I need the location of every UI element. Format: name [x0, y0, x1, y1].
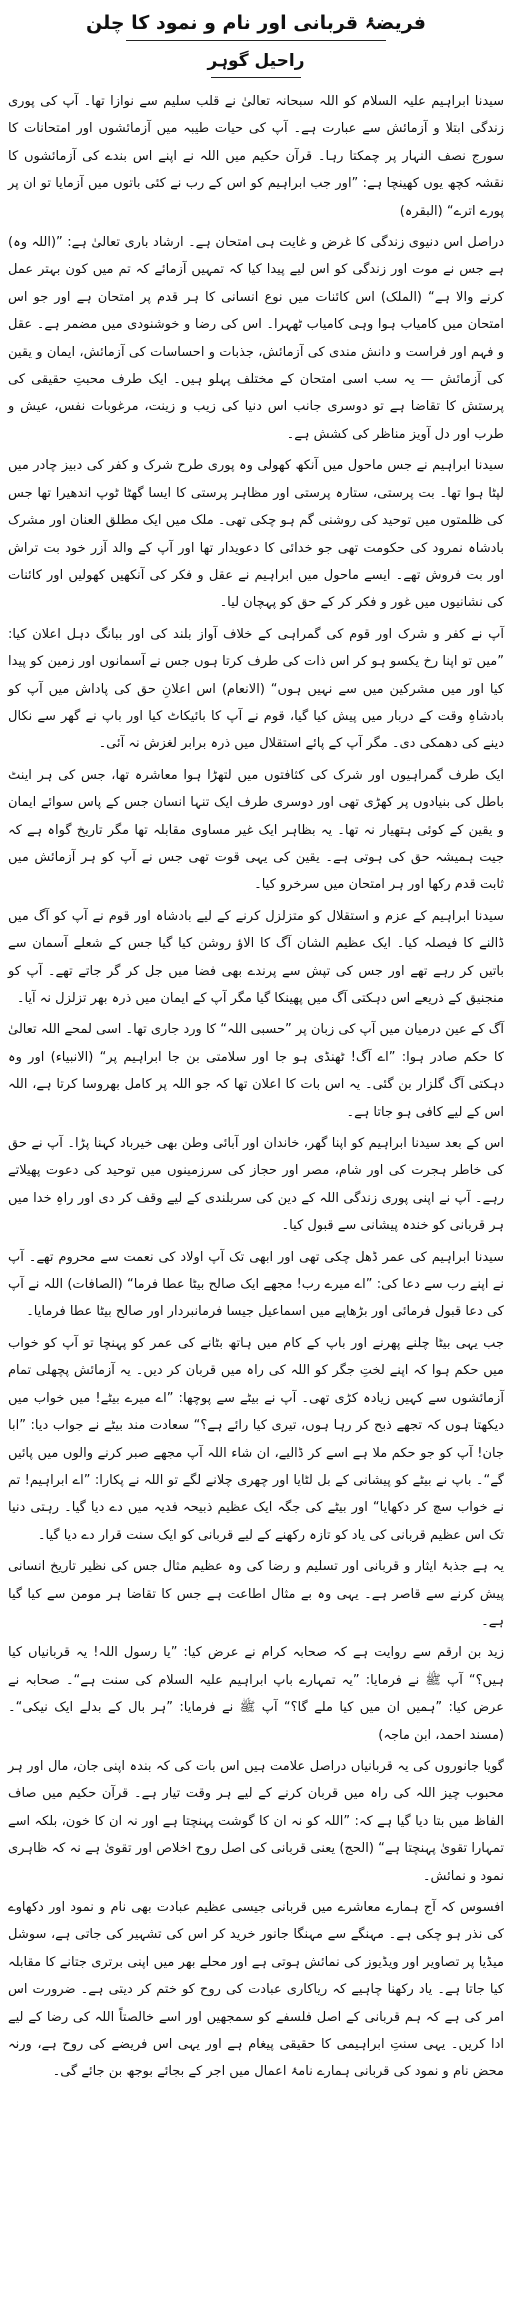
article-paragraph: سیدنا ابراہیم کی عمر ڈھل چکی تھی اور ابھی تک آپ اولاد کی نعمت سے محروم تھے۔ آپ نے اپنے رب سے دعا کی: ”اے میرے رب! مجھے ایک صالح بیٹا عطا فرما“ (الصافات) اللہ نے آپ کی دعا قبول فرمائی اور بڑھاپے میں اسماعیل جیسا فرمانبردار اور صالح بیٹا عطا فرمایا۔ [8, 1249, 504, 1320]
author-name: راحیل گوہر [207, 51, 305, 71]
article-paragraph: سیدنا ابراہیم کے عزم و استقلال کو متزلزل کرنے کے لیے بادشاہ اور قوم نے آپ کو آگ میں ڈالنے کا فیصلہ کیا۔ ایک عظیم الشان آگ کا الاؤ روشن کیا گیا جس کے شعلے آسمان سے باتیں کر رہے تھے اور جس کی تپش سے پرندے بھی فضا میں جل کر گر جاتے تھے۔ آپ کو منجنیق کے ذریعے اس دہکتی آگ میں پھینکا گیا مگر آپ کے ایمان میں ذرہ بھر تزلزل نہ آیا۔ [8, 908, 504, 1006]
article-paragraph: افسوس کہ آج ہمارے معاشرے میں قربانی جیسی عظیم عبادت بھی نام و نمود اور دکھاوے کی نذر ہو چکی ہے۔ مہنگے سے مہنگا جانور خرید کر اس کی تشہیر کی جاتی ہے، سوشل میڈیا پر تصاویر اور ویڈیوز کی نمائش ہوتی ہے اور محلے بھر میں اپنی برتری جتانے کا مقابلہ کیا جاتا ہے۔ یاد رکھنا چاہیے کہ ریاکاری عبادت کی روح کو ختم کر دیتی ہے۔ ضرورت اس امر کی ہے کہ ہم قربانی کے اصل فلسفے کو سمجھیں اور اسے خالصتاً اللہ کی رضا کے لیے ادا کریں۔ یہی سنتِ ابراہیمی کا حقیقی پیغام ہے اور یہی اس فریضے کی روح ہے، ورنہ محض نام و نمود کی قربانی ہمارے نامۂ اعمال میں اجر کے بجائے بوجھ بن جائے گی۔ [8, 1900, 504, 2080]
article-paragraph: سیدنا ابراہیم علیہ السلام کو اللہ سبحانہ تعالیٰ نے قلب سلیم سے نوازا تھا۔ آپ کی پوری زندگی ابتلا و آزمائش سے عبارت ہے۔ آپ کی حیات طیبہ میں آزمائشوں اور امتحانات کا سورج نصف النہار پر چمکتا رہا۔ قرآن حکیم میں اللہ نے اپنے اس بندے کی آزمائشوں کا نقشہ کچھ یوں کھینچا ہے: ”اور جب ابراہیم کو اس کے رب نے کئی باتوں میں آزمایا تو ان پر پورے اترے“ (البقرہ) [8, 94, 504, 219]
article-paragraph: آگ کے عین درمیان میں آپ کی زبان پر ”حسبی اللہ“ کا ورد جاری تھا۔ اسی لمحے اللہ تعالیٰ کا حکم صادر ہوا: ”اے آگ! ٹھنڈی ہو جا اور سلامتی بن جا ابراہیم پر“ (الانبیاء) اور وہ دہکتی آگ گلزار بن گئی۔ یہ اس بات کا اعلان تھا کہ جو اللہ پر کامل بھروسا کرتا ہے، اللہ اس کے لیے کافی ہو جاتا ہے۔ [8, 1022, 504, 1120]
author-underline [211, 77, 301, 78]
article-paragraph: زید بن ارقم سے روایت ہے کہ صحابہ کرام نے عرض کیا: ”یا رسول اللہ! یہ قربانیاں کیا ہیں؟“ آپ ﷺ نے فرمایا: ”یہ تمہارے باپ ابراہیم علیہ السلام کی سنت ہے“۔ صحابہ نے عرض کیا: ”ہمیں ان میں کیا ملے گا؟“ آپ ﷺ نے فرمایا: ”ہر بال کے بدلے ایک نیکی“۔ (مسند احمد، ابن ماجہ) [8, 1645, 504, 1743]
article-paragraph: ایک طرف گمراہیوں اور شرک کی کثافتوں میں لتھڑا ہوا معاشرہ تھا، جس کی ہر اینٹ باطل کی بنیادوں پر کھڑی تھی اور دوسری طرف ایک تنہا انسان جس کے پاس سوائے ایمان و یقین کے کوئی ہتھیار نہ تھا۔ یہ بظاہر ایک غیر مساوی مقابلہ تھا مگر تاریخ گواہ ہے کہ جیت ہمیشہ حق کی ہوتی ہے۔ یقین کی یہی قوت تھی جس نے آپ کو ہر آزمائش میں ثابت قدم رکھا اور ہر امتحان میں سرخرو کیا۔ [8, 767, 504, 893]
article-body [8, 88, 504, 2086]
article-paragraph: گویا جانوروں کی یہ قربانیاں دراصل علامت ہیں اس بات کی کہ بندہ اپنی جان، مال اور ہر محبوب چیز اللہ کی راہ میں قربان کرنے کے لیے ہر وقت تیار ہے۔ قرآن حکیم میں صاف الفاظ میں بتا دیا گیا ہے کہ: ”اللہ کو نہ ان کا گوشت پہنچتا ہے اور نہ ان کا خون، بلکہ اسے تمہارا تقویٰ پہنچتا ہے“ (الحج) یعنی قربانی کی اصل روح اخلاص اور تقویٰ ہے نہ کہ ظاہری نمود و نمائش۔ [8, 1758, 504, 1884]
article-paragraph: اس کے بعد سیدنا ابراہیم کو اپنا گھر، خاندان اور آبائی وطن بھی خیرباد کہنا پڑا۔ آپ نے حق کی خاطر ہجرت کی اور شام، مصر اور حجاز کی سرزمینوں میں توحید کی دعوت پھیلاتے رہے۔ آپ نے اپنی پوری زندگی اللہ کے دین کی سربلندی کے لیے وقف کر دی اور راہِ خدا میں ہر قربانی کو خندہ پیشانی سے قبول کیا۔ [8, 1136, 504, 1234]
article-paragraph: آپ نے کفر و شرک اور قوم کی گمراہی کے خلاف آواز بلند کی اور ببانگ دہل اعلان کیا: ”میں تو اپنا رخ یکسو ہو کر اس ذات کی طرف کرتا ہوں جس نے آسمانوں اور زمین کو پیدا کیا اور میں مشرکین میں سے نہیں ہوں“ (الانعام) اس اعلانِ حق کی پاداش میں آپ کو بادشاہِ وقت کے دربار میں پیش کیا گیا، قوم نے آپ کا بائیکاٹ کیا اور باپ نے گھر سے نکال دینے کی دھمکی دی۔ مگر آپ کے پائے استقلال میں ذرہ برابر لغزش نہ آئی۔ [8, 626, 504, 752]
article-title: فریضۂ قربانی اور نام و نمود کا چلن [86, 12, 426, 34]
title-underline [126, 40, 386, 41]
article-paragraph: دراصل اس دنیوی زندگی کا غرض و غایت ہی امتحان ہے۔ ارشاد باری تعالیٰ ہے: ”(اللہ وہ) ہے جس نے موت اور زندگی کو اس لیے پیدا کیا کہ تمہیں آزمائے کہ تم میں کون بہتر عمل کرنے والا ہے“ (الملک) اس کائنات میں نوع انسانی کا ہر قدم پر امتحان ہے اور جو اس امتحان میں کامیاب ہوا وہی کامیاب ٹھہرا۔ اس کی رضا و خوشنودی میں مضمر ہے۔ عقل و فہم اور فراست و دانش مندی کی آزمائش، جذبات و احساسات کی آزمائش، ایمان و یقین کی آزمائش — یہ سب اسی امتحان کے مختلف پہلو ہیں۔ ایک طرف محبتِ حقیقی کی پرستش کا تقاضا ہے تو دوسری جانب اس دنیا کی زیب و زینت، مرغوبات نفس، عیش و طرب اور دل آویز مناظر کی کشش ہے۔ [8, 235, 504, 442]
article-paragraph: یہ ہے جذبۂ ایثار و قربانی اور تسلیم و رضا کی وہ عظیم مثال جس کی نظیر تاریخ انسانی پیش کرنے سے قاصر ہے۔ یہی وہ بے مثال اطاعت ہے جس کا تقاضا ہر مومن سے کیا گیا ہے۔ [8, 1559, 504, 1629]
article-paragraph: سیدنا ابراہیم نے جس ماحول میں آنکھ کھولی وہ پوری طرح شرک و کفر کی دبیز چادر میں لپٹا ہوا تھا۔ بت پرستی، ستارہ پرستی اور مظاہر پرستی کا ایسا گھٹا ٹوپ اندھیرا تھا جس کی ظلمتوں میں توحید کی روشنی گم ہو چکی تھی۔ ملک میں ایک مطلق العنان اور مشرک بادشاہ نمرود کی حکومت تھی جو خدائی کا دعویدار تھا اور آپ کے والد آزر خود بت تراش اور بت فروش تھے۔ ایسے ماحول میں ابراہیم نے عقل و فکر کی آنکھیں کھولیں اور کائنات کی نشانیوں میں غور و فکر کر کے حق کو پہچان لیا۔ [8, 458, 504, 611]
article-paragraph: جب یہی بیٹا چلنے پھرنے اور باپ کے کام میں ہاتھ بٹانے کی عمر کو پہنچا تو آپ کو خواب میں حکم ہوا کہ اپنے لختِ جگر کو اللہ کی راہ میں قربان کر دیں۔ یہ آزمائش پچھلی تمام آزمائشوں سے کہیں زیادہ کڑی تھی۔ آپ نے بیٹے سے پوچھا: ”اے میرے بیٹے! میں خواب میں دیکھتا ہوں کہ تجھے ذبح کر رہا ہوں، تیری کیا رائے ہے؟“ سعادت مند بیٹے نے جواب دیا: ”ابا جان! آپ کو جو حکم ملا ہے اسے کر ڈالیے، ان شاء اللہ آپ مجھے صبر کرنے والوں میں پائیں گے“۔ باپ نے بیٹے کو پیشانی کے بل لٹایا اور چھری چلانے لگے تو اللہ نے پکارا: ”اے ابراہیم! تم نے خواب سچ کر دکھایا“ اور بیٹے کی جگہ ایک عظیم ذبیحہ فدیہ میں دے دیا گیا۔ رہتی دنیا تک اس عظیم قربانی کی یاد کو تازہ رکھنے کے لیے قربانی کو ایک سنت قرار دے دیا گیا۔ [8, 1335, 504, 1543]
